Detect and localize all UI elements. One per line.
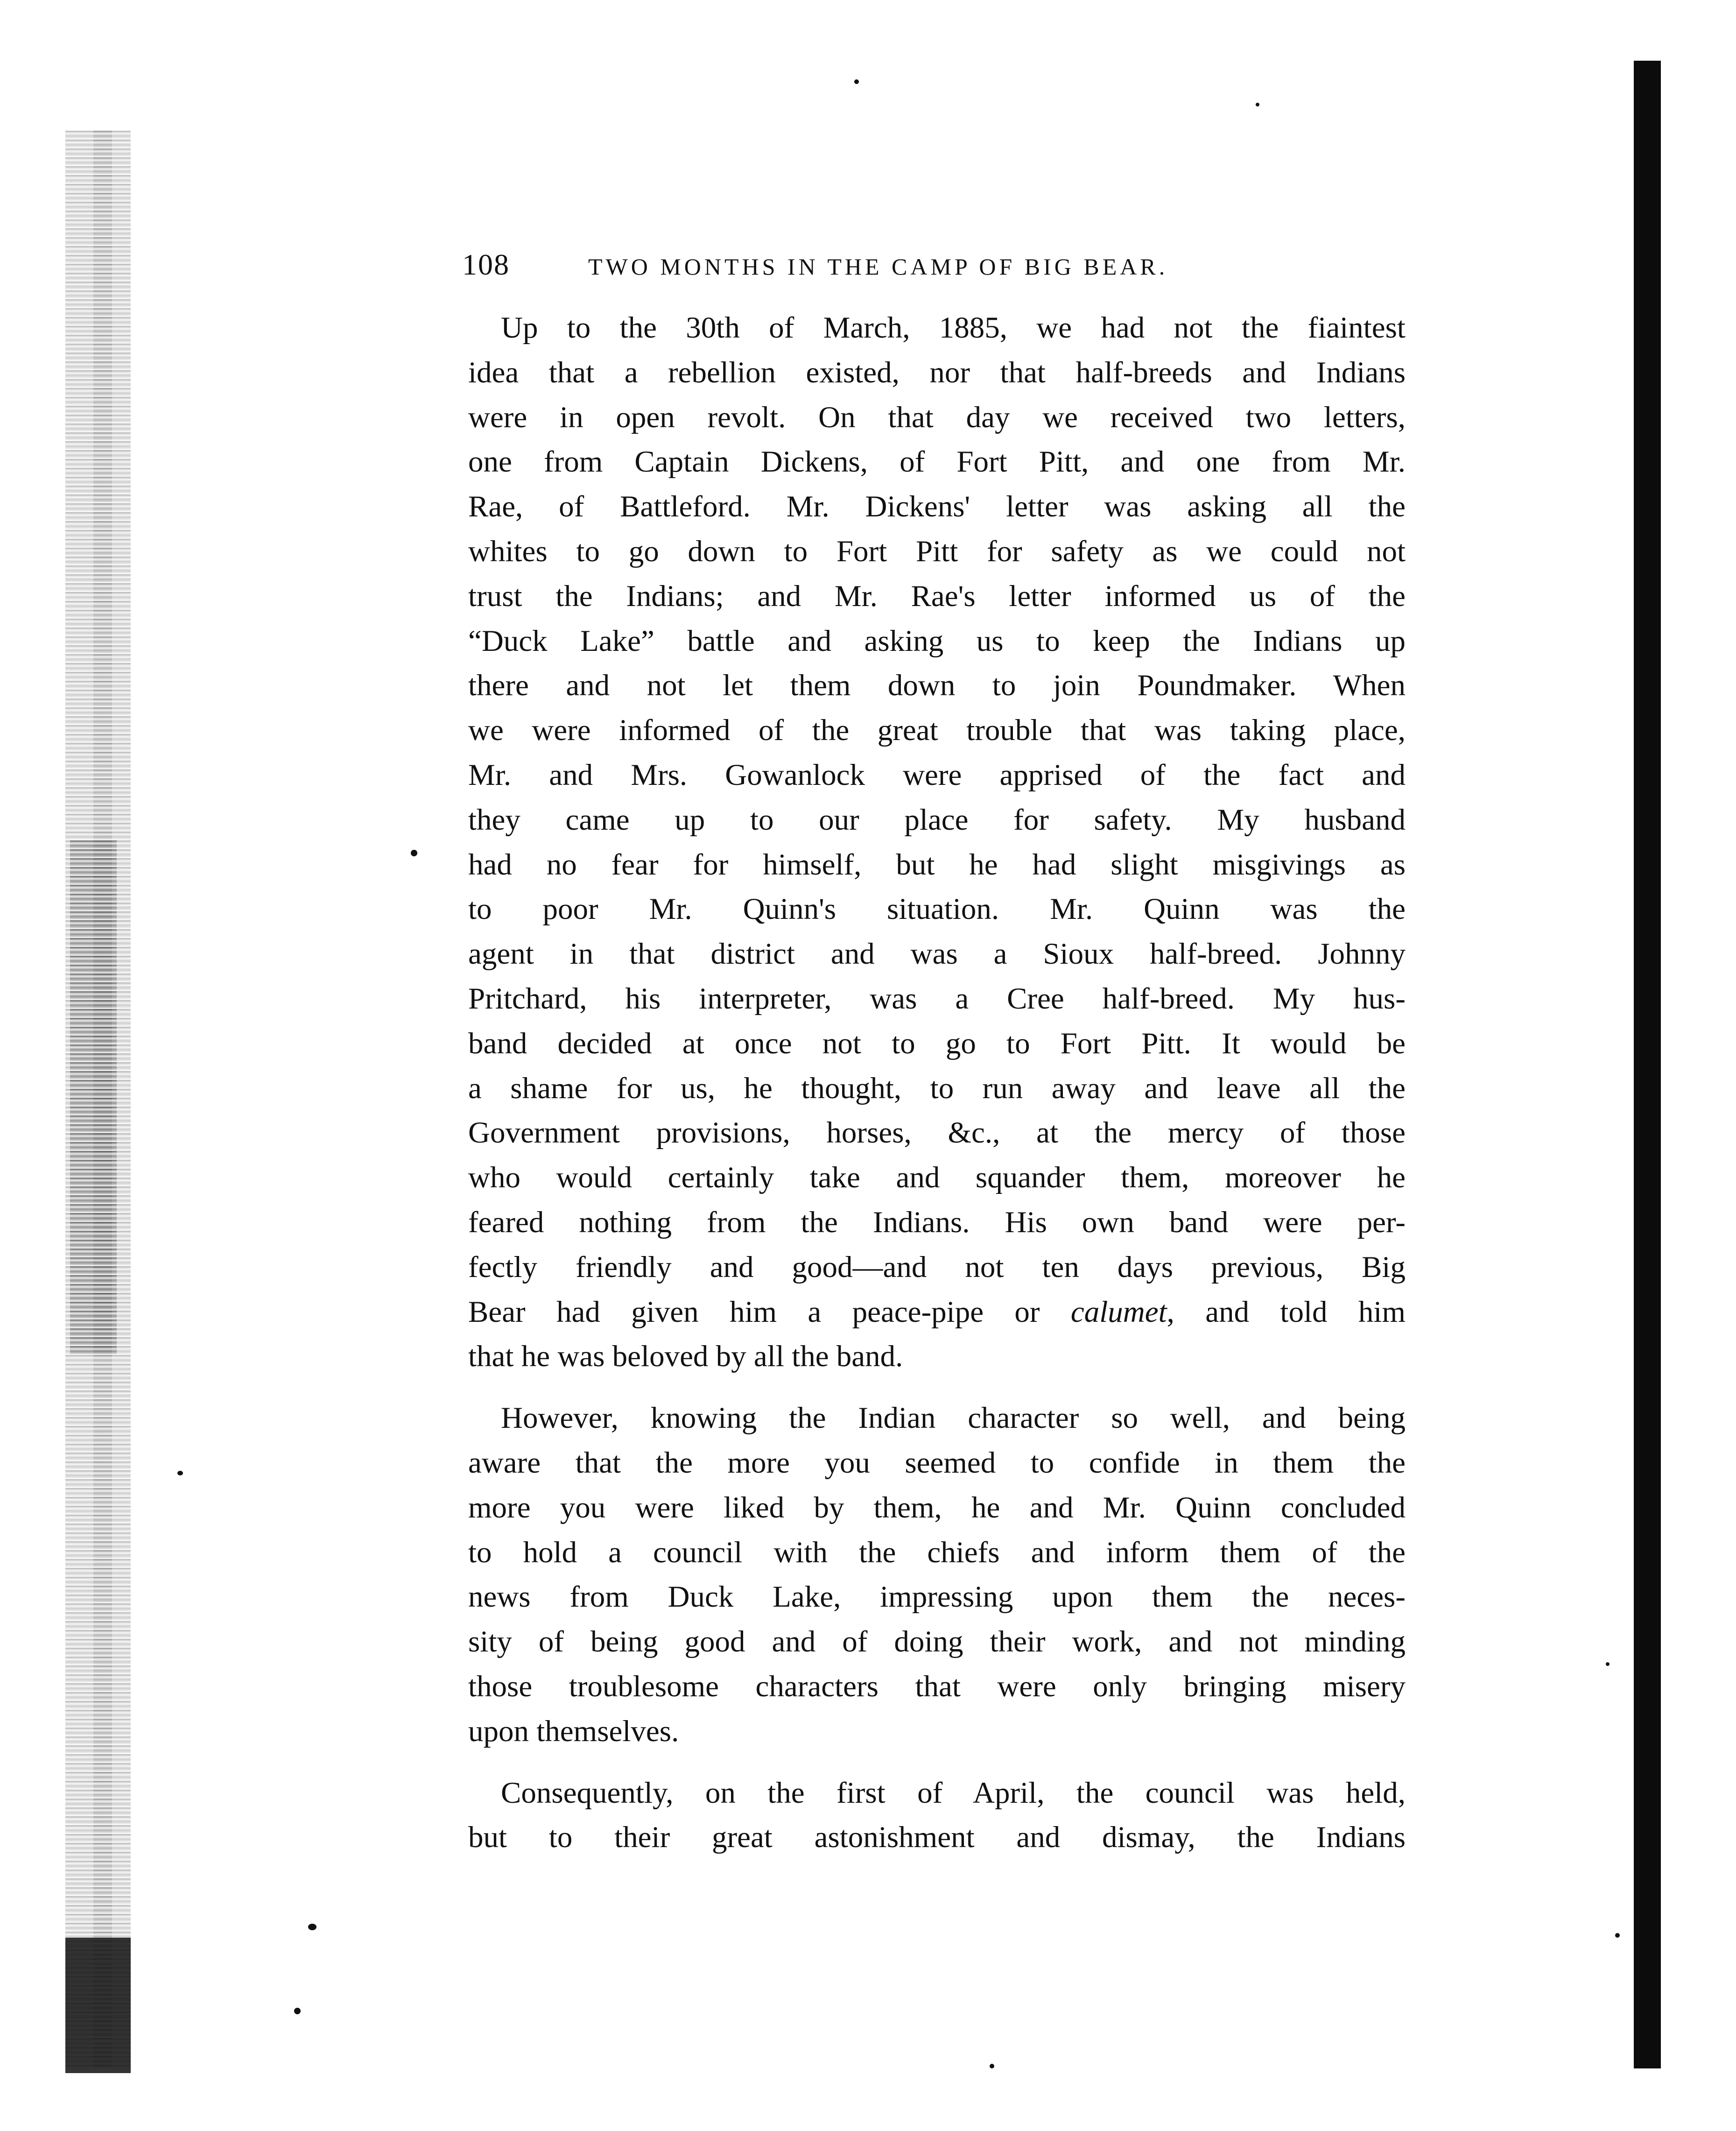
text-line: to poor Mr. Quinn's situation. Mr. Quinn was the: [468, 892, 1406, 926]
text-line: whites to go down to Fort Pitt for safety as we could not: [468, 534, 1406, 568]
scan-speck: [294, 2008, 301, 2014]
text-line: were in open revolt. On that day we received two letters,: [468, 400, 1406, 434]
text-line: Pritchard, his interpreter, was a Cree half-breed. My hus-: [468, 981, 1406, 1016]
text-line: had no fear for himself, but he had slight misgivings as: [468, 847, 1406, 882]
text-line: “Duck Lake” battle and asking us to keep the Indians up: [468, 624, 1406, 658]
text-line: we were informed of the great trouble that was taking place,: [468, 713, 1406, 748]
scan-speck: [990, 2064, 994, 2068]
text-line: idea that a rebellion existed, nor that half-breeds and Indians: [468, 355, 1406, 389]
running-header: [462, 247, 1302, 289]
paragraph: [468, 1396, 1406, 1754]
text-line: band decided at once not to go to Fort Pitt. It would be: [468, 1026, 1406, 1060]
scan-speck: [177, 1471, 183, 1475]
scan-speck: [411, 850, 417, 856]
scan-binding-noise: [70, 840, 117, 1354]
text-line: Rae, of Battleford. Mr. Dickens' letter was asking all the: [468, 490, 1406, 524]
text-line: feared nothing from the Indians. His own band were per-: [468, 1205, 1406, 1239]
text-line: that he was beloved by all the band.: [468, 1340, 903, 1374]
text-line: they came up to our place for safety. My husband: [468, 803, 1406, 837]
text-line: aware that the more you seemed to confide in them the: [468, 1446, 1406, 1480]
text-line: trust the Indians; and Mr. Rae's letter informed us of the: [468, 579, 1406, 613]
text-line: but to their great astonishment and dismay, the Indians: [468, 1821, 1406, 1855]
text-line: to hold a council with the chiefs and inform them of the: [468, 1535, 1406, 1569]
scan-speck: [1615, 1933, 1620, 1938]
text-line: one from Captain Dickens, of Fort Pitt, and one from Mr.: [468, 445, 1406, 479]
text-line: Consequently, on the first of April, the council was held,: [501, 1776, 1406, 1810]
scan-binding-noise: [65, 1938, 131, 2073]
running-title: TWO MONTHS IN THE CAMP OF BIG BEAR.: [588, 254, 1168, 280]
text-line: news from Duck Lake, impressing upon them the neces-: [468, 1580, 1406, 1614]
text-line: However, knowing the Indian character so well, and being: [501, 1401, 1406, 1435]
text-line: a shame for us, he thought, to run away and leave all the: [468, 1071, 1406, 1105]
scan-speck: [1606, 1662, 1609, 1666]
text-line: Mr. and Mrs. Gowanlock were apprised of the fact and: [468, 758, 1406, 792]
text-line: there and not let them down to join Poundmaker. When: [468, 669, 1406, 703]
text-line: those troublesome characters that were only bringing misery: [468, 1669, 1406, 1703]
text-line: who would certainly take and squander them, moreover he: [468, 1161, 1406, 1195]
paragraph: [468, 1771, 1406, 1861]
paragraph: [468, 306, 1406, 1379]
text-line: fectly friendly and good—and not ten days previous, Big: [468, 1250, 1406, 1284]
text-line: upon themselves.: [468, 1714, 679, 1748]
text-line: Up to the 30th of March, 1885, we had not the fiaintest: [501, 311, 1406, 345]
scan-speck: [1256, 103, 1259, 106]
text-line: Government provisions, horses, &c., at the mercy of those: [468, 1116, 1406, 1150]
body-text: [468, 306, 1406, 1860]
scan-speck: [308, 1924, 316, 1930]
text-line: more you were liked by them, he and Mr. Quinn concluded: [468, 1490, 1406, 1524]
scan-edge-shadow: [1634, 61, 1661, 2068]
text-line: Bear had given him a peace-pipe or calumet, and told him: [468, 1295, 1406, 1329]
scan-speck: [854, 79, 859, 84]
page-number: 108: [462, 248, 510, 281]
text-line: agent in that district and was a Sioux half-breed. Johnny: [468, 937, 1406, 971]
text-line: sity of being good and of doing their work, and not minding: [468, 1625, 1406, 1659]
